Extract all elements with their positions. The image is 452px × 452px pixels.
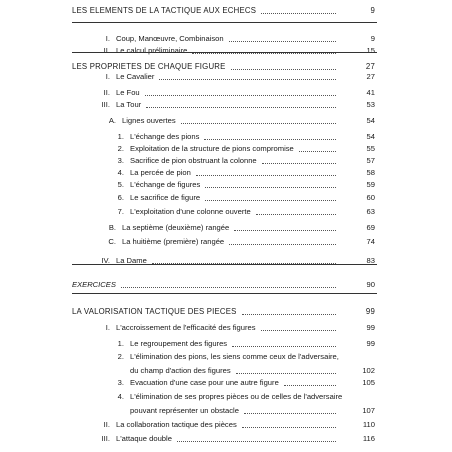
dot-leader [204,139,336,140]
toc-entry-title: L'échange des pions [130,132,200,141]
toc-entry-number: III. [101,100,110,109]
toc-page-number: 9 [370,6,375,15]
toc-entry[interactable] [0,255,452,267]
toc-page-number: 27 [366,72,375,81]
dot-leader [145,95,336,96]
toc-page-number: 74 [366,237,375,246]
toc-page-number: 27 [365,62,375,71]
dot-leader [231,69,336,70]
toc-entry[interactable] [0,155,452,167]
dot-leader [229,244,336,245]
dot-leader [256,214,336,215]
dot-leader [261,13,336,14]
toc-entry-title: L'élimination des pions, les siens comme ceux de l'adversaire, [130,352,339,361]
toc-entry[interactable] [0,71,452,83]
toc-entry-title: LES ELEMENTS DE LA TACTIQUE AUX ECHECS [72,6,257,15]
toc-entry-number: II. [103,88,110,97]
toc-entry-number: C. [108,237,116,246]
toc-page-number: 9 [370,34,375,43]
section-divider [72,264,377,265]
toc-entry-title: La percée de pion [130,168,191,177]
dot-leader [299,151,336,152]
toc-page-number: 69 [366,223,375,232]
toc-entry-number: I. [105,323,110,332]
toc-entry[interactable] [0,33,452,45]
toc-page-number: 107 [362,406,375,415]
toc-entry[interactable] [0,115,452,127]
toc-page-number: 15 [366,46,375,55]
toc-entry-title: L'accroissement de l'efficacité des figures [116,323,256,332]
toc-entry-title: L'exploitation d'une colonne ouverte [130,207,251,216]
toc-entry-title: Lignes ouvertes [122,116,176,125]
dot-leader [232,346,336,347]
toc-entry-title: LA VALORISATION TACTIQUE DES PIECES [72,307,237,316]
toc-entry-title: EXERCICES [72,280,116,289]
toc-entry-title: L'attaque double [116,434,172,443]
toc-entry-title: L'élimination de ses propres pièces ou de celles de l'adversaire [130,392,343,401]
toc-entry-number: 7. [117,207,124,216]
toc-entry[interactable] [0,236,452,248]
toc-entry[interactable] [0,377,452,389]
toc-page-number: 54 [366,116,375,125]
toc-entry-number: 2. [117,144,124,153]
toc-entry[interactable] [0,143,452,155]
toc-page-number: 116 [362,434,375,443]
toc-section-entry[interactable] [0,306,452,318]
dot-leader [242,427,336,428]
dot-leader [146,107,336,108]
toc-section-entry[interactable] [0,279,452,291]
section-divider [72,293,377,294]
toc-page-number: 59 [366,180,375,189]
toc-entry-number: 1. [117,339,124,348]
toc-page-number: 110 [362,420,375,429]
toc-entry[interactable] [0,391,452,403]
toc-entry-number: B. [108,223,116,232]
toc-page-number: 83 [366,256,375,265]
dot-leader [234,230,336,231]
toc-entry-title: Le regroupement des figures [130,339,228,348]
toc-entry-title: L'échange de figures [130,180,201,189]
toc-entry[interactable] [0,338,452,350]
toc-page-number: 55 [366,144,375,153]
toc-page-number: 99 [365,307,375,316]
toc-entry-title: Evacuation d'une case pour une autre figure [130,378,279,387]
toc-entry-title: La septième (deuxième) rangée [122,223,230,232]
dot-leader [196,175,336,176]
dot-leader [205,200,336,201]
toc-entry-title: La huitième (première) rangée [122,237,225,246]
toc-entry[interactable] [0,222,452,234]
toc-entry[interactable] [0,405,452,417]
toc-page-number: 102 [362,366,375,375]
dot-leader [262,163,336,164]
toc-entry-number: I. [105,34,110,43]
toc-entry-number: IV. [101,256,110,265]
dot-leader [244,413,336,414]
toc-entry-title: Sacrifice de pion obstruant la colonne [130,156,257,165]
toc-entry[interactable] [0,99,452,111]
dot-leader [261,330,336,331]
toc-page-number: 63 [366,207,375,216]
toc-page-number: 90 [366,280,375,289]
section-divider [72,22,377,23]
toc-section-entry[interactable] [0,5,452,17]
toc-entry[interactable] [0,131,452,143]
toc-entry-number: 6. [117,193,124,202]
toc-entry-number: 1. [117,132,124,141]
toc-entry[interactable] [0,433,452,445]
toc-entry-title: pouvant représenter un obstacle [130,406,239,415]
toc-page-number: 99 [366,323,375,332]
toc-entry-title: La Tour [116,100,142,109]
toc-entry-number: I. [105,72,110,81]
toc-page-number: 60 [366,193,375,202]
dot-leader [205,187,336,188]
toc-entry[interactable] [0,192,452,204]
toc-entry[interactable] [0,87,452,99]
dot-leader [236,373,336,374]
toc-entry[interactable] [0,365,452,377]
toc-entry[interactable] [0,351,452,363]
dot-leader [177,441,336,442]
toc-entry-number: II. [103,46,110,55]
toc-page-number: 105 [362,378,375,387]
toc-entry-title: Le calcul préliminaire [116,46,188,55]
toc-entry-title: Coup, Manœuvre, Combinaison [116,34,224,43]
dot-leader [192,53,336,54]
toc-entry-number: 3. [117,156,124,165]
toc-entry-title: La Dame [116,256,147,265]
toc-page-number: 99 [366,339,375,348]
dot-leader [229,41,336,42]
toc-page-number: 53 [366,100,375,109]
toc-entry-title: LES PROPRIETES DE CHAQUE FIGURE [72,62,226,71]
toc-entry-number: II. [103,420,110,429]
dot-leader [242,314,336,315]
toc-entry[interactable] [0,206,452,218]
toc-entry-number: 3. [117,378,124,387]
toc-entry-title: Le Cavalier [116,72,155,81]
toc-entry-title: La collaboration tactique des pièces [116,420,237,429]
toc-entry[interactable] [0,179,452,191]
toc-entry-title: Le Fou [116,88,140,97]
dot-leader [159,79,336,80]
toc-entry[interactable] [0,167,452,179]
toc-entry-number: A. [108,116,116,125]
toc-entry-number: 4. [117,392,124,401]
toc-entry-title: Exploitation de la structure de pions compromise [130,144,294,153]
toc-entry-number: 5. [117,180,124,189]
toc-entry-number: III. [101,434,110,443]
toc-page-number: 54 [366,132,375,141]
toc-entry[interactable] [0,419,452,431]
toc-entry[interactable] [0,322,452,334]
toc-entry-number: 2. [117,352,124,361]
toc-entry[interactable] [0,45,452,57]
toc-entry-number: 4. [117,168,124,177]
dot-leader [181,123,336,124]
section-divider [72,52,377,53]
toc-page-number: 41 [366,88,375,97]
toc-entry-title: du champ d'action des figures [130,366,231,375]
dot-leader [121,287,336,288]
toc-page-number: 57 [366,156,375,165]
dot-leader [284,385,336,386]
toc-page-number: 58 [366,168,375,177]
toc-entry-title: Le sacrifice de figure [130,193,201,202]
